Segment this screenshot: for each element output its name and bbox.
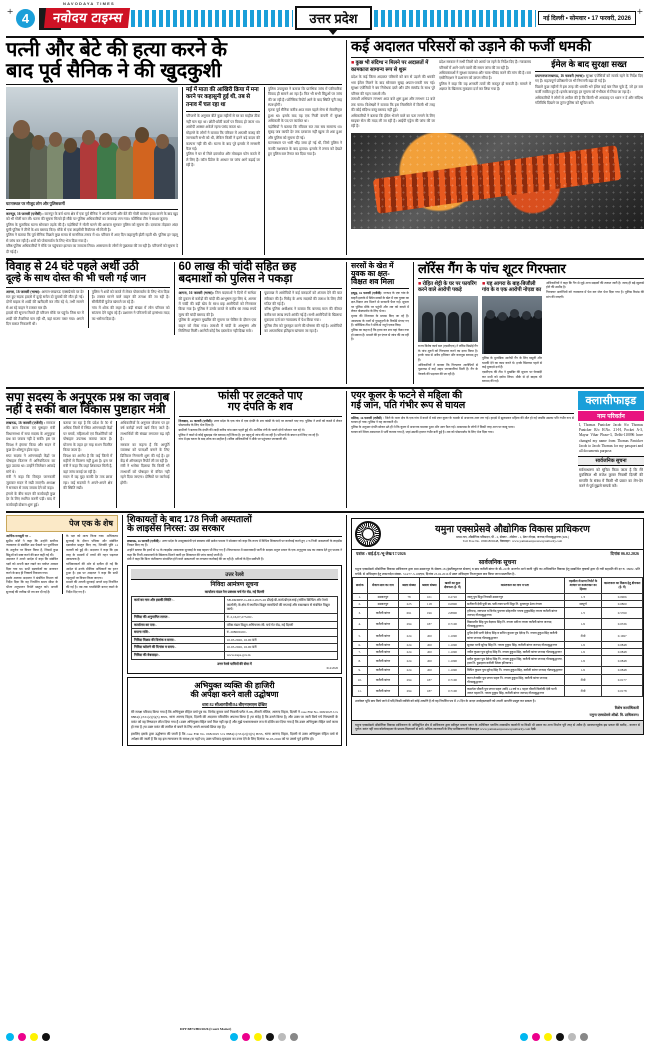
table-cell: 224 [399,656,419,667]
tender-value: रु. 208000.00/- [224,629,337,637]
wedding-para-1: आगरा, 16 फरवरी (भाषा): आगरा-लखनऊ एक्सप्रेसवे पर देर रात हुए सड़क हादसे में दूल्हे समेत दो युवकों की मौत हो गई। दोनों बाइक से शादी की खरीदारी कर लौट रहे थे, तभी सामने से आ रहे वाहन ने टक्कर मार दी। [6,289,84,310]
table-cell: 224 [399,641,419,648]
table-cell: 0.5760 [602,607,643,618]
lead-para-1: कानपुर, 16 फरवरी (एजेंसी) : कानपुर के बर्रा थाना क्षेत्र में एक पूर्व सैनिक ने अपनी पत्नी और बेटे की गोली मारकर हत्या करने के बाद खुद को भी गोली मार ली। घटना की सूचना मिलते ही मौके पर पुलिस अधिकारियों का जमावड़ा लग गया। फोरेंसिक टीम ने साक्ष्य जुटाए। [6,211,179,222]
col-serial: क्रमांक [353,578,368,593]
minister-col2-para-1: बताया जा रहा है कि प्रदेश के 50 से अधिक जिलों में स्थित आंगनबाड़ी केंद्रों पर बच्चों, महिलाओं एवं किशोरियों को पोषाहार उपलब्ध कराया जाता है। योजना के तहत हर माह राशन वितरित किया जाता है। [63,420,113,453]
table-cell: में से [564,674,602,685]
table-cell: 1/5 [564,607,602,618]
table-row [353,593,643,600]
yamuna-authority-name: यमुना एक्सप्रेसवे औद्योगिक विकास प्राधिकरण [435,523,590,535]
table-cell: 101 [419,593,439,600]
table-cell: विक्रमवीर सिंह पुत्र वेदराम सिंह नि. नगला मटीना नगला करौली बांगर जनपद गौतमबुद्धनगर। [466,619,565,630]
lawrence-col-a-para-2: अधिकारियों ने बताया कि गिरफ्तार आरोपियों से पूछताछ में कई अहम जानकारियां मिली हैं। गैंग के नेटवर्क की पड़ताल की जा रही है। [418,362,478,376]
minister-col3-para-1: अधिकारियों के अनुसार योजना पर हर वर्ष करोड़ों रुपये खर्च किए जाते हैं। लाभार्थियों की संख्या लगातार बढ़ रही है। [120,420,170,442]
threat-sub-dateline: प्रयागराज/लखनऊ, 16 फरवरी (भाषा): [535,73,585,78]
table-cell: 1.1090 [439,630,465,641]
table-cell: 1/6 [564,648,602,655]
tender-value: SB-DRDEE-G-DLI-2025-26 डीएई/बी-कार्य/डीएलआई (सर्विस बिल्डिंग और रेलवे कालोनी) के क्षेत्र में स्थापित विद्युत सामग्रियों की सप्लाई और रखरखाव से संबंधित विद्युत कार्य। [224,597,337,614]
tender-code: 614/2026 [326,665,338,670]
minister-headline-line1: सपा सदस्य के अनुपूरक प्रश्न का जवाब [6,389,170,404]
brand-english: NAVODAYA TIMES [63,1,115,6]
table-cell: 196 [419,607,439,618]
hanging-headline-line1: फांसी पर लटकते पाए [218,389,303,402]
table-cell: सम्पूर्ण [564,600,602,607]
table-cell: दुर्गेश देवी पत्नी देवेन्द्र सिंह व सचिन कुमार पुत्र देवेन्द्र नि. नगला हुकुम सिंह करौली बांगर जनपद गौतमबुद्धनगर [466,630,565,641]
table-cell: 187 [419,619,439,630]
lawrence-col-b-para-1: पुलिस के मुताबिक आरोपी गैंग के लिए वसूली और धमकी देने का काम करते थे। इनके खिलाफ पहले से कई मुकदमे दर्ज हैं। [482,356,542,370]
threat-col-b-para-3: पुलिस ने कहा कि यह शरारती तत्वों की करतूत हो सकती है। मामले में अज्ञात के खिलाफ मुकदमा दर्ज कर लिया गया है। [439,81,531,92]
table-cell: 118 [419,600,439,607]
table-cell: 1/6 [564,641,602,648]
shesh-box [6,515,118,532]
field-dateline: हापुड़, 16 फरवरी (एजेंसी): [351,290,383,295]
table-cell: 0.0336 [602,619,643,630]
threat-headline: कई अदालत परिसरों को उड़ाने की फर्जी धमकी [351,39,591,55]
court-notice-box [127,677,342,746]
lead-photo [6,87,178,199]
table-cell: 0.7100 [439,674,465,685]
color-registration-bar [0,1031,650,1043]
yamuna-notice [346,515,644,746]
lawrence-bullet-2: ■ यह आगरा के बाह-बिजौली गांव के व एक आरोपी नोएडा का [482,281,542,294]
table-cell: 450 [419,648,439,655]
table-cell: 450 [419,667,439,674]
threat-col-b-para-1: प्रदेश सरकार ने सभी जिलों को अलर्ट पर रहने के निर्देश दिए हैं। न्यायालय परिसरों में आने-जाने वालों की सघन जांच की जा रही है। [439,60,531,70]
table-cell: 0.0848 [602,648,643,655]
court-notice-title-2: की अपेक्षा करने वाली उद्घोषणा [190,690,279,700]
cooler-para-3: घायल को जिला अस्पताल में भर्ती कराया गया है, जहां उसकी हालत गंभीर बनी हुई है। शव को पोस्टमार्टम के लिए भेज दिया गया। [351,429,494,434]
lead-para-2: पुलिस के मुताबिक घटना सोमवार तड़के की है। पड़ोसियों ने गोली चलने की आवाज सुनकर पुलिस को सूचना दी। दरवाजा तोड़कर अंदर घुसी पुलिस ने तीनों के शव बरामद किए। मौके से एक लाइसेंसी रिवॉल्वर भी मिली है। [6,222,178,232]
threat-col-a-para-3: अधिकारियों ने बताया कि ईमेल भेजने वाले का पता लगाने के लिए साइबर सेल की मदद ली जा रही है। आईपी एड्रेस की जांच की जा रही है। [351,113,435,129]
court-notice-para-2: इसलिए इसके द्वारा उद्घोषणा की जाती है कि case FIR No. 068/2025 U/s 8884(1)/331(2)(3)(5) BNS, थाना आनन्द विहार, दिल्ली से उक्त अभियुक्त रोहित वर्मा से अपेक्षा की जाती है कि वह इस न्यायालय के समक्ष (या यहाँ पर) उक्त परिवाद/मुकदमा का उत्तर देने के लिए दिनांक 30.03.2026 को या उससे पूर्व हाजिर हो। [131,731,338,741]
table-cell: करौली बांगर [367,641,399,648]
silver-dateline: आगरा, 16 फरवरी (भाषा): [178,291,214,296]
silver-para-5: पुलिस टीम को पुरस्कृत करने की घोषणा की गई है। आरोपियों का आपराधिक इतिहास खंगाला जा रहा है। [264,323,342,334]
hanging-para-2: ग्रामीणों ने बताया कि दंपति की शादी करीब पांच साल पहले हुई थी। आर्थिक तंगी के चलते दोनों परेशान चल रहे थे। [178,428,305,433]
minister-col3-para-3: मंत्री ने भरोसा दिलाया कि किसी भी लाभार्थी को पोषाहार से वंचित नहीं रहने दिया जाएगा। दोषियों पर कार्रवाई होगी। [120,464,170,485]
shesh-para-3: इसके अलावा अदालत ने संबंधित विभाग को निर्देश दिया कि वह निर्धारित समय सीमा के भीतर अनुपालन रिपोर्ट प्रस्तुत करे। अगली सुनवाई की तारीख भी तय कर दी गई है। [6,575,58,594]
table-cell: 1/6 [564,656,602,667]
tender-header: उत्तर रेलवे [131,569,338,580]
table-row [132,651,338,659]
yamuna-contact: Toll Free No. 18001800248, वेबसाइट : www.yamunaexpresswayauthority.com [462,539,563,544]
tender-key: बयाना राशि:- [132,629,225,637]
field-headline-line2: युवक का क्षत- [351,269,390,279]
classified-subtitle: नाम परिवर्तन [578,411,644,421]
table-cell: 187 [419,674,439,685]
page-number-badge: 4 [16,9,35,28]
yamuna-emblem-icon [355,521,381,547]
masthead [6,0,644,36]
table-row [132,621,338,629]
tender-value: 10.03.2026, 16.00 बजे [224,644,337,652]
wedding-para-4: गांव में शोक की लहर है। बड़ी संख्या में लोग परिवार को सांत्वना देने पहुंच रहे हैं। प्रशासन ने परिजनों को हरसंभव मदद का भरोसा दिया है। [91,305,170,321]
table-cell: करौली बांगर [367,674,399,685]
classified-public-notice-text: सर्वसाधारण को सूचित किया जाता है कि मेरे मुवक्किल श्री राजेश कुमार निवासी दिल्ली की सम्पत्ति के संबंध में किसी भी प्रकार का लेन-देन करने से पूर्व मुझसे सम्पर्क करें। [579,468,643,488]
tender-value: 10.03.2026, 16.00 बजे [224,636,337,644]
table-cell: करौली बांगर [367,667,399,674]
minister-story [6,391,170,508]
table-cell: करौली बांगर [367,648,399,655]
table-cell: करौली बांगर [367,685,399,696]
table-cell: करौली बांगर [367,607,399,618]
table-cell: 294 [399,674,419,685]
table-row [353,667,643,674]
yamuna-sign-2: यमुना एक्सप्रेसवे औद्यो. वि. प्राधिकरण। [589,712,639,717]
lead-col2-para-3: पुलिस ने घर से मिले दस्तावेज और मोबाइल फोन कब्जे में ले लिए हैं। कॉल डिटेल के आधार पर जांच आगे बढ़ाई जा रही है। [186,152,260,168]
table-cell: 8. [353,656,368,667]
wedding-para-3: पुलिस ने शवों को कब्जे में लेकर पोस्टमार्टम के लिए भेज दिया है। टक्कर मारने वाले वाहन की तलाश की जा रही है। सीसीटीवी फुटेज खंगाले जा रहे हैं। [91,289,170,305]
yamuna-intro: यमुना एक्सप्रेसवे औद्योगिक विकास प्राधिकरण द्वारा ग्राम उस्मानपुर के सेक्टर-18 (इंस्टीट्यूशनल सेक्टर) व ग्राम करौली बांगर के बी.-20 के अन्तर्गत आने वाली भूमि का अधियाचित विकास हेतु सम्बन्धित कृषकों द्वारा दी गयी सहमति की दर रु. 3808/- प्रति वर्गमी. से अधिग्रहण हेतु शासनादेश संख्या- 314/77-3-16एएम, दिनांक 23.02.2016 में उक्त अधिग्रहण निम्नानुसार क्रय किया जाना प्रस्तावित है:- [355,567,640,576]
table-cell: करौली बांगर [367,656,399,667]
field-headline-line3: विक्षत शव मिला [351,277,395,286]
table-cell: 1.1090 [439,656,465,667]
table-cell: करौली बांगर [367,630,399,641]
tender-value: www.ireps.gov.in [224,651,337,659]
wedding-dateline: आगरा, 16 फरवरी (भाषा): [6,289,41,294]
hanging-para-4: गांव में इस घटना के बाद शोक का माहौल है। वरिष्ठ अधिकारियों ने मौके पर पहुंचकर जानकारी ली। [178,437,287,442]
cooler-headline-line1: एयर कूलर के फटने से महिला की [351,389,463,401]
shesh-title: पेज एक के शेष [69,519,113,529]
threat-illustration [351,133,644,229]
masthead-rule [6,36,644,38]
yamuna-disclaimer: यमुना एक्सप्रेसवे औद्योगिक विकास प्राधिकरण के अधिसूचित क्षेत्र में प्राधिकरण द्वारा स्वीकृत मास्टर प्लान के अतिरिक्त प्लाटिंग/आवासीय कालोनी या किसी भी प्रकार का अन्य निर्माण पूरी तरह से अवैध है। सावधानपूर्वक इस प्रकार की खरीद - कतरन से पूर्णत: करंट नहीं तथा कोलोनाइजर के प्रामक विज्ञापनों से बचें। अधिक जानकारी के लिए प्राधिकरण की वेबसाइट www.yamunaexpresswayauthority.com देखें। [352,720,643,734]
table-cell: 1/6 [564,619,602,630]
silver-story [174,262,343,335]
yamuna-sign-1: विशेष कार्याधिकारी [614,705,639,710]
col-owner: काश्तकार का नाम व पता [466,578,565,593]
court-notice-title-1: अभियुक्त व्यक्ति की हाजिरी [194,680,275,690]
field-para-2: मृतक की शिनाख्त के प्रयास किए जा रहे हैं। आसपास के थानों से गुमशुदगी के रिकॉर्ड मंगाए गए हैं। फोरेंसिक टीम ने मौके से नमूने एकत्र किए। [351,314,409,328]
table-cell: 450 [419,641,439,648]
table-row [353,607,643,618]
wedding-headline-line1: विवाह से 24 घंटे पहले अर्थी उठी [6,261,139,274]
field-story [351,262,409,384]
hanging-para-1: निजबाद, 16 फरवरी (एजेंसी): उत्तर प्रदेश के एक गांव में एक दंपति के शव फांसी के फंदे पर लटकते पाए गए। पुलिस ने शवों को कब्जे में लेकर पोस्टमार्टम के लिए भेज दिया है। [178,418,342,428]
hospital-headline-line2: के लाइसेंस निरस्त: उप्र सरकार [127,523,225,534]
table-cell: 0.0848 [602,667,643,674]
lead-col3-para-4: घटनास्थल पर भारी भीड़ जमा हो गई थी, जिसे पुलिस ने काफी मशक्कत के बाद हटाया। इलाके में तनाव को देखते हुए पुलिस बल तैनात कर दिया गया है। [268,141,342,157]
col-share: तहसील से प्राप्त रिपोर्ट के आधार पर काश्तकार का हिस्सा [564,578,602,593]
wedding-headline-line2: दूल्हे के साथ दोस्त की भी चली गई जान [6,273,146,285]
threat-col-a-para-1: प्रदेश के कई जिला अदालत परिसरों को बम से उड़ाने की धमकी भरा ईमेल मिलने के बाद सोमवार सुबह अफरा-तफरी मच गई। सुरक्षा एजेंसियों ने बम निरोधक दस्ते और डॉग स्क्वॉड के साथ पूरे परिसर की गहन तलाशी ली। [351,75,435,96]
threat-col-c-para-3: अधिकारियों ने लोगों से अपील की है कि किसी भी अफवाह पर ध्यान न दें और संदिग्ध गतिविधि दिखने पर तुरंत पुलिस को सूचित करें। [535,95,643,106]
tender-value: वरिष्ठ मंडल विद्युत अभियन्ता/जी. चर्च गेट रोड, नई दिल्ली [224,621,337,629]
lead-para-3: पुलिस ने बताया कि पूर्व सैनिक पिछले कुछ समय से मानसिक तनाव में था। परिवार में आए दिन कहासुनी होती रहती थी। पुलिस हर पहलू से जांच कर रही है। शवों को पोस्टमार्टम के लिए भेज दिया गया है। [6,233,178,243]
tender-key: निविदा विक्रय की दिनांक व समय:- [132,636,225,644]
tender-title: निविदा आमंत्रण सूचना [210,582,259,588]
table-cell: 11. [353,685,368,696]
table-cell: 0.7100 [439,619,465,630]
lawrence-bullet-1: ■ रोहित शेट्टी के घर पर फायरिंग करने वाले आरोपी पकड़े [418,281,478,294]
crop-mark-right: + [636,6,643,18]
lead-headline-line1: पत्नी और बेटे की हत्या करने के [6,39,227,61]
decorative-bars-left [131,10,294,27]
table-cell: 6. [353,641,368,648]
table-cell: नवीन कुमार पुत्र सुरेन्द्र सिंह नि. नगला हुकुम सिंह, करौली बांगर जनपद गौतमबुद्धनगर [466,648,565,655]
table-row [353,619,643,630]
hospital-para-3: मंत्री ने कहा कि बिना पंजीकरण संचालित होने वाले अस्पतालों पर लगातार कार्रवाई की जा रही है। मरीजों के हित सर्वोपरि हैं। [127,557,264,562]
minister-para-2: सपा सदस्य ने आंगनबाड़ी केंद्रों पर पोषाहार वितरण में अनियमितता का मुद्दा उठाया था। उन्होंने जिलेवार आंकड़े मांगे थे। [6,453,56,474]
hospital-dateline: लखनऊ, 16 फरवरी (एजेंसी) : [127,538,162,543]
tender-key: निविदा की वेबसाइट:- [132,651,225,659]
table-cell: 9. [353,667,368,674]
shesh-column [6,515,118,746]
silver-headline-line1: 60 लाख की चांदी सहित छह [178,261,297,274]
table-cell: 224 [399,667,419,674]
col-village: सेक्टर/ग्राम का नाम [367,578,399,593]
page-footer-code: DPY/8873/HD/2026 (Court Matter) [180,1027,232,1031]
minister-para-1: लखनऊ, 16 फरवरी (एजेंसी) : सरकार की बाल विकास एवं पुष्टाहार मंत्री विधानसभा में सपा सदस्य के अनुपूरक प्रश्न का जवाब नहीं दे सकीं। इस पर विपक्ष ने हंगामा किया और सदन में कुछ देर शोरगुल होता रहा। [6,420,56,453]
table-cell: 78 [399,593,419,600]
threat-col-b-para-2: अधिवक्ताओं ने सुरक्षा व्यवस्था और चाक-चौबंद करने की मांग की है। बार एसोसिएशन ने प्रशासन को ज्ञापन सौंपा है। [439,70,531,81]
hanging-story [174,391,343,508]
hospital-para-1: लखनऊ, 16 फरवरी (एजेंसी) : उत्तर प्रदेश के उपमुख्यमंत्री एवं स्वास्थ्य मंत्री ब्रजेश पाठक ने सोमवार को कहा कि राज्य में विभिन्न शिकायतों पर कार्रवाई करते हुए 178 निजी अस्पतालों के लाइसेंस निरस्त किए गए हैं। [127,538,342,548]
hanging-dateline: निजबाद, 16 फरवरी (एजेंसी): [178,418,213,423]
table-cell: 0.0906 [602,593,643,600]
silver-para-2: पुलिस के अनुसार मुखबिर की सूचना पर चेकिंग के दौरान एक वाहन को रोका गया। तलाशी में चांदी के आभूषण और सिल्लियां मिलीं। आरोपी कोई वैध दस्तावेज नहीं दिखा सके। [178,318,257,334]
table-cell: 0.0800 [439,600,465,607]
table-cell: उस्मानपुर [367,593,399,600]
cooler-para-1: बलिया, 16 फरवरी (एजेंसी) : जिले के थाना क्षेत्र के एक गांव में कमरे में रखे एयर कूलर के धमाके से अचानक आग लग गई। हादसे में झुलसकर महिला की मौत हो गई जबकि उसका पति गंभीर रूप से घायल हो गया। पुलिस ने यह जानकारी दी। [351,415,575,425]
table-cell: 3. [353,607,368,618]
tender-key: कार्यालय का पता:- [132,621,225,629]
lead-dateline: कानपुर, 16 फरवरी (एजेंसी) : [6,211,44,216]
hospital-para-2: उन्होंने बताया कि इनमें से 59 के लाइसेंस आवश्यक सुनवाई के बाद बहाल भी किए गए हैं। विधानसभा में समाजवादी पार्टी के सदस्य अतुल प्रधान के एक अनुपूरक प्रश्न का जवाब देते हुए पाठक ने कहा कि निजी अस्पतालों के खिलाफ मिलने वाली हर शिकायत की जांच कराई जाती है। [127,548,342,557]
cooler-story [351,391,574,491]
table-cell: 1.1090 [439,667,465,674]
lead-para-4: वरिष्ठ पुलिस अधिकारियों ने मौके पर पहुंचकर हालात का जायजा लिया। आसपास के लोगों से पूछताछ की जा रही है। परिजनों को सूचना दे दी गई है। [6,244,178,254]
yamuna-ref: पत्रांक : वाई.ई.ए./भू-लेख/17/2026 [356,551,406,557]
yamuna-notice-title: सार्वजनिक सूचना [478,560,517,567]
table-cell: 450 [419,656,439,667]
field-para-1: हापुड़, 16 फरवरी (एजेंसी): जनपद के एक गांव के बाहरी इलाके में स्थित सरसों के खेत में एक युवक का क्षत-विक्षत शव मिलने से सनसनी फैल गई। सूचना पर पुलिस मौके पर पहुंची और शव को कब्जे में लेकर पोस्टमार्टम के लिए भेजा। [351,290,409,314]
table-cell: जालू पुत्र मिट्ठा निवासी उस्मानपुर [466,593,565,600]
col-sale-area: काश्तकार का विक्रय हेतु क्षेत्रफल (हे. में) [602,578,643,593]
tender-value: रु. 2,16,07,275.00/- [224,613,337,621]
cooler-headline-line2: गई जान, पति गंभीर रूप से घायल [351,399,466,411]
lead-photo-caption: घटनास्थल पर मौजूद लोग और पुलिसकर्मी [6,200,65,206]
field-para-3: पुलिस का कहना है कि हत्या कर शव यहां फेंका गया हो सकता है। मामले की हर एंगल से जांच की जा रही है। [351,328,409,342]
table-row [353,674,643,685]
edition-tab[interactable]: उत्तर प्रदेश [295,6,371,30]
table-cell: कमलेश चौधरी पुत्र जगत चहल आदि 14 वर्ष व 2 चहल चौधरी त्रिलोकी देवी पत्नी जगत चहल नि. नगला हुकुम सिंह, करौली बांगर जनपद गौतमबुद्धनगर [466,685,565,696]
threat-bullet: ■ कुछ भी संदिग्ध न मिलने पर अदालतों में कामकाज सामान्य रूप से शुरू [351,60,435,73]
tender-table [131,596,338,659]
wedding-story [6,262,170,335]
field-headline-line1: सरसों के खेत में [351,261,394,271]
table-cell: 0.0848 [602,641,643,648]
table-cell: 294 [399,619,419,630]
threat-subhead: ईमेल के बाद सुरक्षा सख्त [551,59,627,70]
table-cell: सुशमा पत्नी सुरेन्द्र सिंह नि. नगला हुकुम सिंह, करौली बांगर जनपद गौतमबुद्धनगर [466,641,565,648]
table-cell: 0.0177 [602,674,643,685]
court-notice-para-1: मेरे समक्ष परिवाद किया गया है कि अभियुक्त रोहित वर्मा पुत्र स्व. विनोद कुमार वर्मा निवासी फ्लैट नं-88, तीसरी मंजिल, आनन्द विहार, दिल्ली ने case FIR No. 068/2025 U/s 8884(1)/331(2)(3)(5) BNS, थाना आनन्द विहार, दिल्ली की अदालत परिवर्तित अपराध किया है (या संदेह है कि उसने किया है) और उक्त पर जारी किये गये गिरफ्तारी के वारंट को वह निष्पादन लौटा दिया गया है। उक्त अभियुक्त रोहित वर्मा मिल नहीं रहा है और मुझे यथासमाधान रूप से दर्शित कर दिया गया है कि उक्त अभियुक्त रोहित वर्मा फरार हो गया है (या उक्त वारंट की तामील से बचने के लिए अपने आपको छिपा रहा है)। [131,710,338,729]
classified-public-notice-title: सार्वजनिक सूचना [578,456,644,466]
dateline: नई दिल्ली • सोमवार • 17 फरवरी, 2026 [538,11,636,25]
table-cell: 5. [353,630,368,641]
table-cell: 2. [353,600,368,607]
table-row [353,630,643,641]
table-header-row [353,578,643,593]
decorative-bars-right [374,10,537,27]
minister-col3-para-2: सरकार का कहना है कि आपूर्ति व्यवस्था को पारदर्शी बनाने के लिए डिजिटल निगरानी शुरू की गई है। हर केंद्र से ऑनलाइन रिपोर्ट ली जा रही है। [120,442,170,463]
silver-para-4: वरिष्ठ पुलिस अधीक्षक ने बताया कि बरामद माल की कीमत करीब 60 लाख रुपये आंकी गई है। सभी आरोपियों के खिलाफ मुकदमा दर्ज कर न्यायालय में पेश किया गया। [264,307,342,323]
yamuna-address: प्रथम तल, औद्योगिक परिसदन, पी - 2, सेक्टर - ओमेगा - 1, ग्रेटर नोएडा, जनपद गौतमबुद्धनगर (उ.प्र.) [456,534,569,539]
tender-key: निविदा की अनुमानित लागत:- [132,613,225,621]
table-cell: 224 [399,648,419,655]
table-cell: 0.2720 [439,593,465,600]
lead-col3-para-1: पुलिस उपायुक्त ने बताया कि प्रारंभिक जांच में पारिवारिक विवाद ही सामने आ रहा है। फिर भी सभी बिंदुओं पर जांच की जा रही है। फोरेंसिक रिपोर्ट आने के बाद स्थिति पूरी तरह स्पष्ट होगी। [268,86,342,107]
col-khata: खाता संख्या [399,578,419,593]
shesh-sub: आर्थिक मजबूती पर ... [6,534,32,539]
shesh-col2-para-1: के पक्ष को मान्य किया गया। अधिकतम सुनवाई के दौरान पत्रिका और संबंधित दस्तावेज प्रस्तुत किए गए, जिनकी पुष्टि 14 फरवरी को हुई थी। अदालत ने कहा कि इस तरह के मामलों में तथ्यों की गहन पड़ताल आवश्यक है। [66,534,118,562]
hospital-headline-line1: शिकायतों के बाद 178 निजी अस्पतालों [127,514,252,525]
yamuna-footer-note: उपरोक्त भूमि क्रय किये जाने में यदि किसी व्यक्ति को कोई आपत्ति है तो वह निर्धारित पत्र में 15 दिन के अन्दर अधोहस्ताक्षरी को अपनी आपत्ति प्रस्तुत कर सकता है। [355,699,536,704]
table-cell: 0.7100 [439,685,465,696]
table-cell: उस्मानपुर [367,600,399,607]
railway-tender-box [127,565,342,674]
table-cell: 7. [353,648,368,655]
table-cell: 10. [353,674,368,685]
masthead-logo[interactable] [39,1,129,28]
table-cell: 225 [399,600,419,607]
lawrence-photo [418,296,478,342]
classified-name-change-text: I, Thomas Panicker Jacob S/o Thomas Panicker R/o H.No. 21-H, Pocket A-3, Mayur Vihar Phase-3, Delhi-110096 have changed my name from Thomas Panicker Jacob to Jacob Thomas for my passport and all documents purpose. [579,422,643,453]
lead-story [6,40,342,255]
lawrence-headline: लॉरेंस गैंग के पांच शूटर गिरफ्तार [418,261,566,277]
classified-section [578,391,644,491]
hanging-para-3: पुलिस ने कमरे से कोई सुसाइड नोट बरामद नहीं किया है। हर पहलू से जांच की जा रही है। परिजनों के बयान दर्ज किए जा रहे हैं। [178,432,319,437]
minister-col2-para-2: विपक्ष का आरोप है कि कई जिलों में महीनों से वितरण नहीं हुआ है। इस पर मंत्री ने कहा कि जहां शिकायत मिली है, वहां जांच कराई जा रही है। [63,453,113,474]
lawrence-col-c-para-1: अधिकारियों ने कहा कि गैंग से जुड़े अन्य सदस्यों की तलाश जारी है। जल्द ही बड़े खुलासे होने की उम्मीद है। [546,280,644,290]
brand-hindi: नवोदय टाइम्स [44,8,130,28]
table-cell: 4. [353,619,368,630]
table-cell: 691 [399,607,419,618]
court-notice-section: धारा 82 सीआरपीसी/84 बीएनएसएस देखिए [202,702,267,708]
table-cell: 450 [419,630,439,641]
table-row [132,644,338,652]
lawrence-col-a-para-1: राज्य विशेष कार्य बल (एसटीएफ) ने लॉरेंस बिश्नोई गैंग के पांच शूटरों को गिरफ्तार करने का दावा किया है। इनके पास से अवैध हथियार और कारतूस बरामद हुए हैं। [418,344,478,362]
lawrence-accused-photo [482,296,542,354]
shesh-col2-para-3: मामले की अगली सुनवाई अगले माह निर्धारित की गई है। तब तक यथास्थिति बनाए रखने के निर्देश दिए गए हैं। [66,580,118,594]
lawrence-story [413,262,644,384]
silver-para-1: आगरा, 16 फरवरी (भाषा): जिन बदमाशों ने दिनों में सर्राफा की दुकान से करोड़ों की चांदी की आभूषण लूट लिए थे, आगरा में चांदी की बड़ी खेप के साथ छह आरोपियों को गिरफ्तार किया गया है। पुलिस ने उनके कब्जे से करीब 60 लाख रुपये मूल्य की चांदी बरामद की है। [178,291,257,317]
crop-mark-left: + [7,6,14,18]
table-cell: 187 [419,685,439,696]
col-area: खसरे का कुल क्षेत्रफल (हे. में) [439,578,465,593]
table-row [132,613,338,621]
cooler-dateline: बलिया, 16 फरवरी (एजेंसी) : [351,415,385,420]
lead-col2-para-1: परिजनों के अनुसार बीते कुछ महीनों से घर का माहौल ठीक नहीं चल रहा था। छोटी-छोटी बातों पर विवाद हो जाता था। आरोपी अक्सर अकेले रहना पसंद करता था। [186,114,260,130]
table-cell: 0.1697 [602,630,643,641]
classified-title[interactable]: क्लासीफाइड [578,391,644,410]
shesh-para-1: सुप्रीम कोर्ट ने कहा कि उन्होंने सर्वोच्च न्यायालय से संबंधित उस फैसले पर पुनर्विचार के अनुरोध पर विचार किया है, जिसमें कुछ बिंदुओं को स्पष्ट करने की बात कही गई थी। [6,538,58,557]
shesh-para-2: अदालत ने अपने आदेश में कहा कि संबंधित पक्षों को अपनी बात रखने का पर्याप्त अवसर दिया गया था। सभी दस्तावेजों का अध्ययन करने के बाद ही निष्कर्ष निकाला गया। [6,557,58,576]
table-cell: करौली बांगर [367,619,399,630]
silver-para-3: पूछताछ में आरोपियों ने कई वारदातों को अंजाम देने की बात स्वीकार की है। गिरोह के अन्य सदस्यों की तलाश के लिए टीमें गठित की गई हैं। [264,291,342,307]
land-acquisition-table [352,577,643,697]
table-cell: 1. [353,593,368,600]
yamuna-date: दिनांक 06.02.2026 [610,551,639,557]
table-row [353,641,643,648]
table-cell: 0.0178 [602,685,643,696]
table-cell: 224 [399,630,419,641]
table-row [353,656,643,667]
table-cell: 1.1090 [439,648,465,655]
table-cell: करन तेजवीर पुत्र जगत चहल नि. नगला हुकुम सिंह, करौली बांगर जनपद गौतमबुद्धनगर [466,674,565,685]
table-cell: 0.0800 [602,600,643,607]
lead-col3-para-3: पड़ोसियों ने बताया कि रविवार रात तक सब सामान्य था। सुबह जब काफी देर तक दरवाजा नहीं खुला तो शक हुआ और पुलिस को सूचना दी गई। [268,124,342,140]
table-row [132,629,338,637]
table-cell: 1/6 [564,667,602,674]
table-row [353,648,643,655]
minister-dateline: लखनऊ, 16 फरवरी (एजेंसी) : [6,420,46,425]
threat-story [346,40,644,255]
minister-headline-line2: नहीं दे सकीं बाल विकास पुष्टाहार मंत्री [6,402,166,417]
table-row [132,597,338,614]
minister-para-4: हंगामे के बीच सदन की कार्यवाही कुछ देर के लिए स्थगित करनी पड़ी। बाद में कार्यवाही दोबारा शुरू हुई। [6,491,56,507]
cooler-para-2: पुलिस के अनुसार दंपति सोकर उठे ही थे कि कूलर में अचानक धमाका हुआ और आग फैल गई। आसपास के लोगों ने किसी तरह आग पर काबू पाया। [351,424,515,429]
lead-col2-para-2: मोहल्ले के लोगों ने बताया कि परिवार में आपसी कलह की जानकारी सभी को थी, लेकिन किसी ने इतने बड़े कदम की कल्पना नहीं की थी। घटना के बाद पूरे इलाके में सनसनी फैल गई। [186,130,260,151]
tender-key: कार्य का नाम और इसकी स्थिति :- [132,597,225,614]
table-cell: विपिन कुमार पुत्र सुरेन्द्र सिंह नि. नगला हुकुम सिंह, करौली बांगर जनपद गौतमबुद्धनगर [467,668,563,673]
col-khasra: खसरा संख्या [419,578,439,593]
lawrence-col-c-para-2: गिरफ्तार आरोपियों को न्यायालय में पेश कर जेल भेज दिया गया है। पुलिस रिमांड की मांग की जाएगी। [546,290,644,299]
hanging-headline-line2: गए दंपति के शव [227,401,293,414]
table-row [353,600,643,607]
table-cell: 2.8800 [439,607,465,618]
lawrence-col-b-para-2: एसटीएफ की टीम ने मुखबिर की सूचना पर घेराबंदी कर सभी को दबोच लिया। मौके से दो बाइक भी बरामद की गईं। [482,369,542,384]
table-cell: में से [564,685,602,696]
table-row [353,685,643,696]
lead-col3-para-2: मृतक पूर्व सैनिक करीब आठ साल पहले सेना से सेवानिवृत्त हुआ था। इसके बाद वह एक निजी कंपनी में सुरक्षा अधिकारी के पद पर कार्यरत था। [268,108,342,124]
tender-office: कार्यालय मंडल रेल प्रबंधक चर्च गेट रोड, नई दिल्ली [204,590,265,595]
table-cell: में से [564,630,602,641]
table-cell: 1.1090 [439,641,465,648]
table-row [132,636,338,644]
threat-col-a-para-2: तलाशी अभियान लगभग आठ बजे शुरू हुआ और लगभग 12 बजे तक चला। विशेषज्ञों ने बताया कि इस सिलसिले में किसी भी तरह की कोई संदिग्ध वस्तु बरामद नहीं हुई। [351,97,435,113]
table-cell: प्रवीन कुमार पुत्र देवेन्द्र सिंह नि. नगला हुकुम सिंह, करौली बांगर जनपद गौतमबुद्धनगर, हाल नि. हुडाहारा करौली जिला हरियाणा। [467,657,563,666]
lead-headline-line2: बाद पूर्व सैनिक ने की खुदकुशी [6,59,222,82]
threat-col-c-para-2: पिछले कुछ महीनों में इस तरह की धमकी भरे ईमेल कई बार मिल चुके हैं, जो हर बार फर्जी साबित हुए हैं। इसके बावजूद हर सूचना को गंभीरता से लिया जा रहा है। [535,84,643,95]
tender-footer: उत्तर रेलवे यात्रियों की सेवा में [217,661,252,666]
lead-subhead: मई में माता की आखिरी क्रिया में मना करने पर कहासुनी हुई थी, तब से तनाव में चल रहा था [186,86,259,108]
table-cell: हरिचन्द्र, जगपाल व विनोद पुत्रगण सोहनवीर नगला हुकुमसिंह नगला करौली बांगर जनपद गौतमबुद्धनगर। [466,607,565,618]
shesh-col2-para-2: याचिकाकर्ता की ओर से दलील दी गई कि आदेश से उनके मौलिक अधिकारों का हनन हुआ है। इस पर अदालत ने कहा कि सभी पहलुओं पर विचार किया जाएगा। [66,561,118,580]
threat-col-c-para-1: प्रयागराज/लखनऊ, 16 फरवरी (भाषा): सुरक्षा एजेंसियों को सतर्क रहने के निर्देश दिए गए हैं। महत्वपूर्ण प्रतिष्ठानों पर भी निगरानी बढ़ा दी गई है। [535,73,643,84]
hospital-story [127,515,342,562]
table-cell: सतीरानी देवी पुत्री स्व. पन्नी लाल पत्नी मिट्ठा नि. दुल्लापुर ढेला नंगला [466,600,565,607]
silver-headline-line2: बदमाशों को पुलिस ने पकड़ा [178,273,293,286]
table-cell: 294 [399,685,419,696]
table-cell: 0.0848 [602,656,643,667]
tender-key: निविदा खोलने की दिनांक व समय:- [132,644,225,652]
table-cell: 1/3 [564,593,602,600]
minister-col2-para-3: सदन में यह मुद्दा काफी देर तक छाया रहा। कई सदस्यों ने अपने-अपने क्षेत्र की स्थिति रखी। [63,475,113,491]
wedding-para-2: हादसे की सूचना मिलते ही परिजन मौके पर पहुंचे। जिस घर में शादी की तैयारियां चल रही थीं, वहां मातम पसर गया। अगले दिन बारात निकलनी थी। [6,311,84,327]
minister-para-3: मंत्री ने कहा कि विस्तृत जानकारी जुटाकर सदन में रखी जाएगी। अध्यक्ष ने सरकार से जल्द जवाब देने को कहा। [6,475,56,491]
